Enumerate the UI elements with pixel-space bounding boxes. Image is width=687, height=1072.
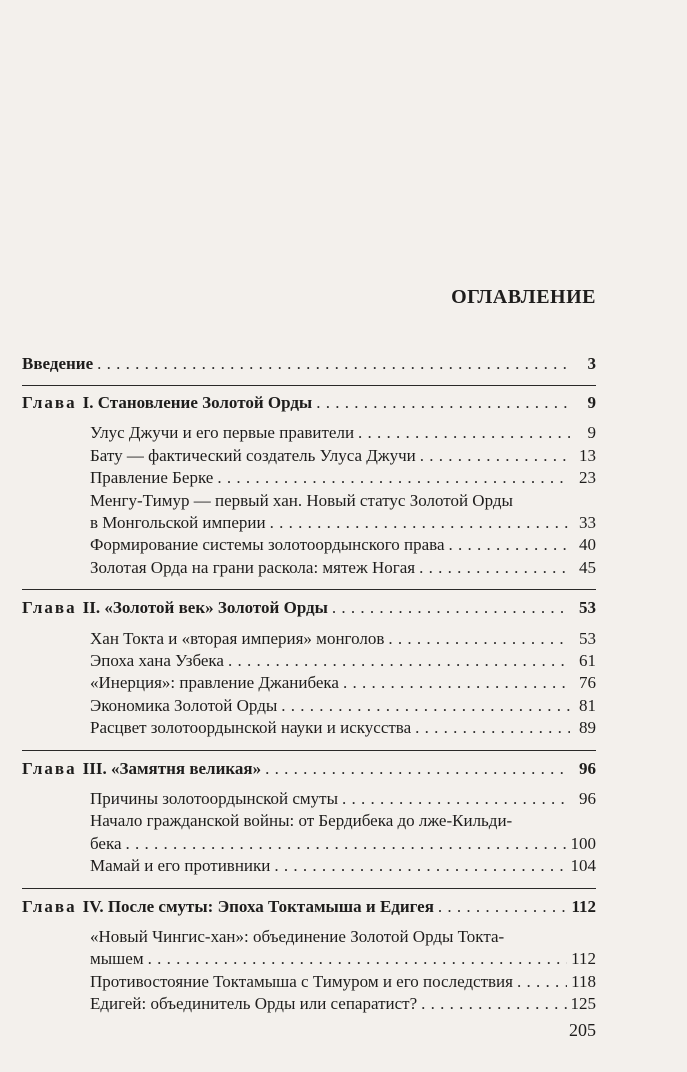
page-ref: 118 [571, 971, 596, 991]
page-ref: 9 [587, 423, 596, 443]
toc-section[interactable] [90, 557, 596, 579]
dot-leader [421, 993, 566, 1015]
page-ref: 53 [579, 598, 596, 618]
toc-section[interactable] [90, 833, 596, 855]
section-title: Едигей: объединитель Орды или сепаратист? [90, 994, 418, 1014]
page-ref: 125 [570, 994, 596, 1014]
section-title: Противостояние Токтамыша с Тимуром и его последствия [90, 971, 513, 991]
dot-leader [316, 392, 570, 414]
dot-leader [332, 597, 570, 619]
chapter-title: II. «Золотой век» Золотой Орды [82, 598, 328, 618]
dot-leader [517, 971, 567, 993]
toc-section[interactable] [90, 445, 596, 467]
dot-leader [419, 557, 570, 579]
page-number: 205 [569, 1020, 596, 1040]
section-title: бека [90, 833, 122, 853]
section-title: Правление Берке [90, 468, 214, 488]
page-ref: 112 [571, 896, 596, 916]
toc-section[interactable] [90, 672, 596, 694]
dot-leader [342, 788, 570, 810]
section-title: Экономика Золотой Орды [90, 695, 278, 715]
page-ref: 45 [579, 557, 596, 577]
dot-leader [420, 445, 570, 467]
page-ref: 13 [579, 445, 596, 465]
chapter-word: Глава [22, 758, 77, 778]
chapter-word: Глава [22, 598, 77, 618]
dot-leader [217, 467, 570, 489]
page-ref: 9 [587, 393, 596, 412]
section-line: Начало гражданской войны: от Бердибека до лже-Кильди- [90, 811, 513, 831]
page-ref: 40 [579, 535, 596, 555]
toc-section[interactable] [90, 695, 596, 717]
page-ref: 100 [570, 833, 596, 853]
page-ref: 61 [579, 651, 596, 670]
page-ref: 81 [579, 695, 596, 715]
dot-leader [270, 512, 570, 534]
dot-leader [415, 717, 570, 739]
page-ref: 112 [571, 949, 596, 969]
dot-leader [148, 948, 568, 970]
section-title: Хан Токта и «вторая империя» монголов [90, 628, 385, 648]
dot-leader [438, 896, 568, 918]
dot-leader [126, 833, 567, 855]
section-title: Золотая Орда на грани раскола: мятеж Ногая [90, 557, 416, 577]
chapter-word: Глава [22, 896, 77, 916]
section-title: в Монгольской империи [90, 513, 266, 532]
toc-section[interactable] [90, 628, 596, 650]
section-title: Бату — фактический создатель Улуса Джучи [90, 445, 416, 465]
dot-leader [265, 758, 570, 780]
toc-section[interactable] [90, 788, 596, 810]
divider [22, 589, 596, 590]
dot-leader [449, 534, 571, 556]
dot-leader [388, 628, 570, 650]
section-title: Эпоха хана Узбека [90, 651, 224, 670]
page-ref: 76 [579, 673, 596, 693]
toc-section[interactable] [90, 422, 596, 444]
chapter-word: Глава [22, 393, 77, 412]
toc-section[interactable] [90, 717, 596, 739]
divider [22, 385, 596, 386]
chapter-title: III. «Замятня великая» [82, 758, 262, 778]
section-line: «Новый Чингис-хан»: объединение Золотой Орды Токта- [90, 927, 505, 946]
page-ref: 3 [587, 354, 596, 373]
toc-section[interactable] [90, 971, 596, 993]
toc-chapter[interactable] [22, 758, 596, 780]
toc-section[interactable] [90, 467, 596, 489]
toc-section[interactable] [90, 512, 596, 534]
toc-chapter[interactable] [22, 392, 596, 414]
page-title: ОГЛАВЛЕНИЕ [451, 286, 596, 308]
dot-leader [358, 422, 570, 444]
page-ref: 89 [579, 718, 596, 738]
page-ref: 33 [579, 513, 596, 532]
section-title: Формирование системы золотоордынского права [90, 535, 445, 555]
page-ref: 53 [579, 628, 596, 648]
toc-section[interactable] [90, 948, 596, 970]
section-title: «Инерция»: правление Джанибека [90, 673, 339, 693]
dot-leader [97, 353, 570, 375]
dot-leader [274, 855, 566, 877]
section-line: Менгу-Тимур — первый хан. Новый статус Золотой Орды [90, 490, 513, 510]
chapter-title: IV. После смуты: Эпоха Токтамыша и Едигея [82, 896, 434, 916]
section-title: Мамай и его противники [90, 856, 271, 876]
toc-section[interactable] [90, 855, 596, 877]
section-title: Причины золотоордынской смуты [90, 789, 339, 808]
intro-label: Введение [22, 354, 94, 373]
section-title: Расцвет золотоордынской науки и искусства [90, 718, 412, 738]
page-ref: 104 [570, 856, 596, 876]
toc-section[interactable] [90, 650, 596, 672]
divider [22, 750, 596, 751]
page-ref: 23 [579, 468, 596, 488]
toc-chapter[interactable] [22, 896, 596, 918]
page-ref: 96 [579, 758, 596, 778]
toc-chapter[interactable] [22, 597, 596, 619]
dot-leader [343, 672, 570, 694]
chapter-title: I. Становление Золотой Орды [82, 393, 313, 412]
toc-intro[interactable] [22, 353, 596, 375]
toc-section[interactable] [90, 534, 596, 556]
section-title: мышем [90, 949, 144, 969]
page-ref: 96 [579, 789, 596, 808]
divider [22, 888, 596, 889]
dot-leader [281, 695, 570, 717]
section-title: Улус Джучи и его первые правители [90, 423, 355, 443]
dot-leader [228, 650, 570, 672]
toc-section[interactable] [90, 993, 596, 1015]
